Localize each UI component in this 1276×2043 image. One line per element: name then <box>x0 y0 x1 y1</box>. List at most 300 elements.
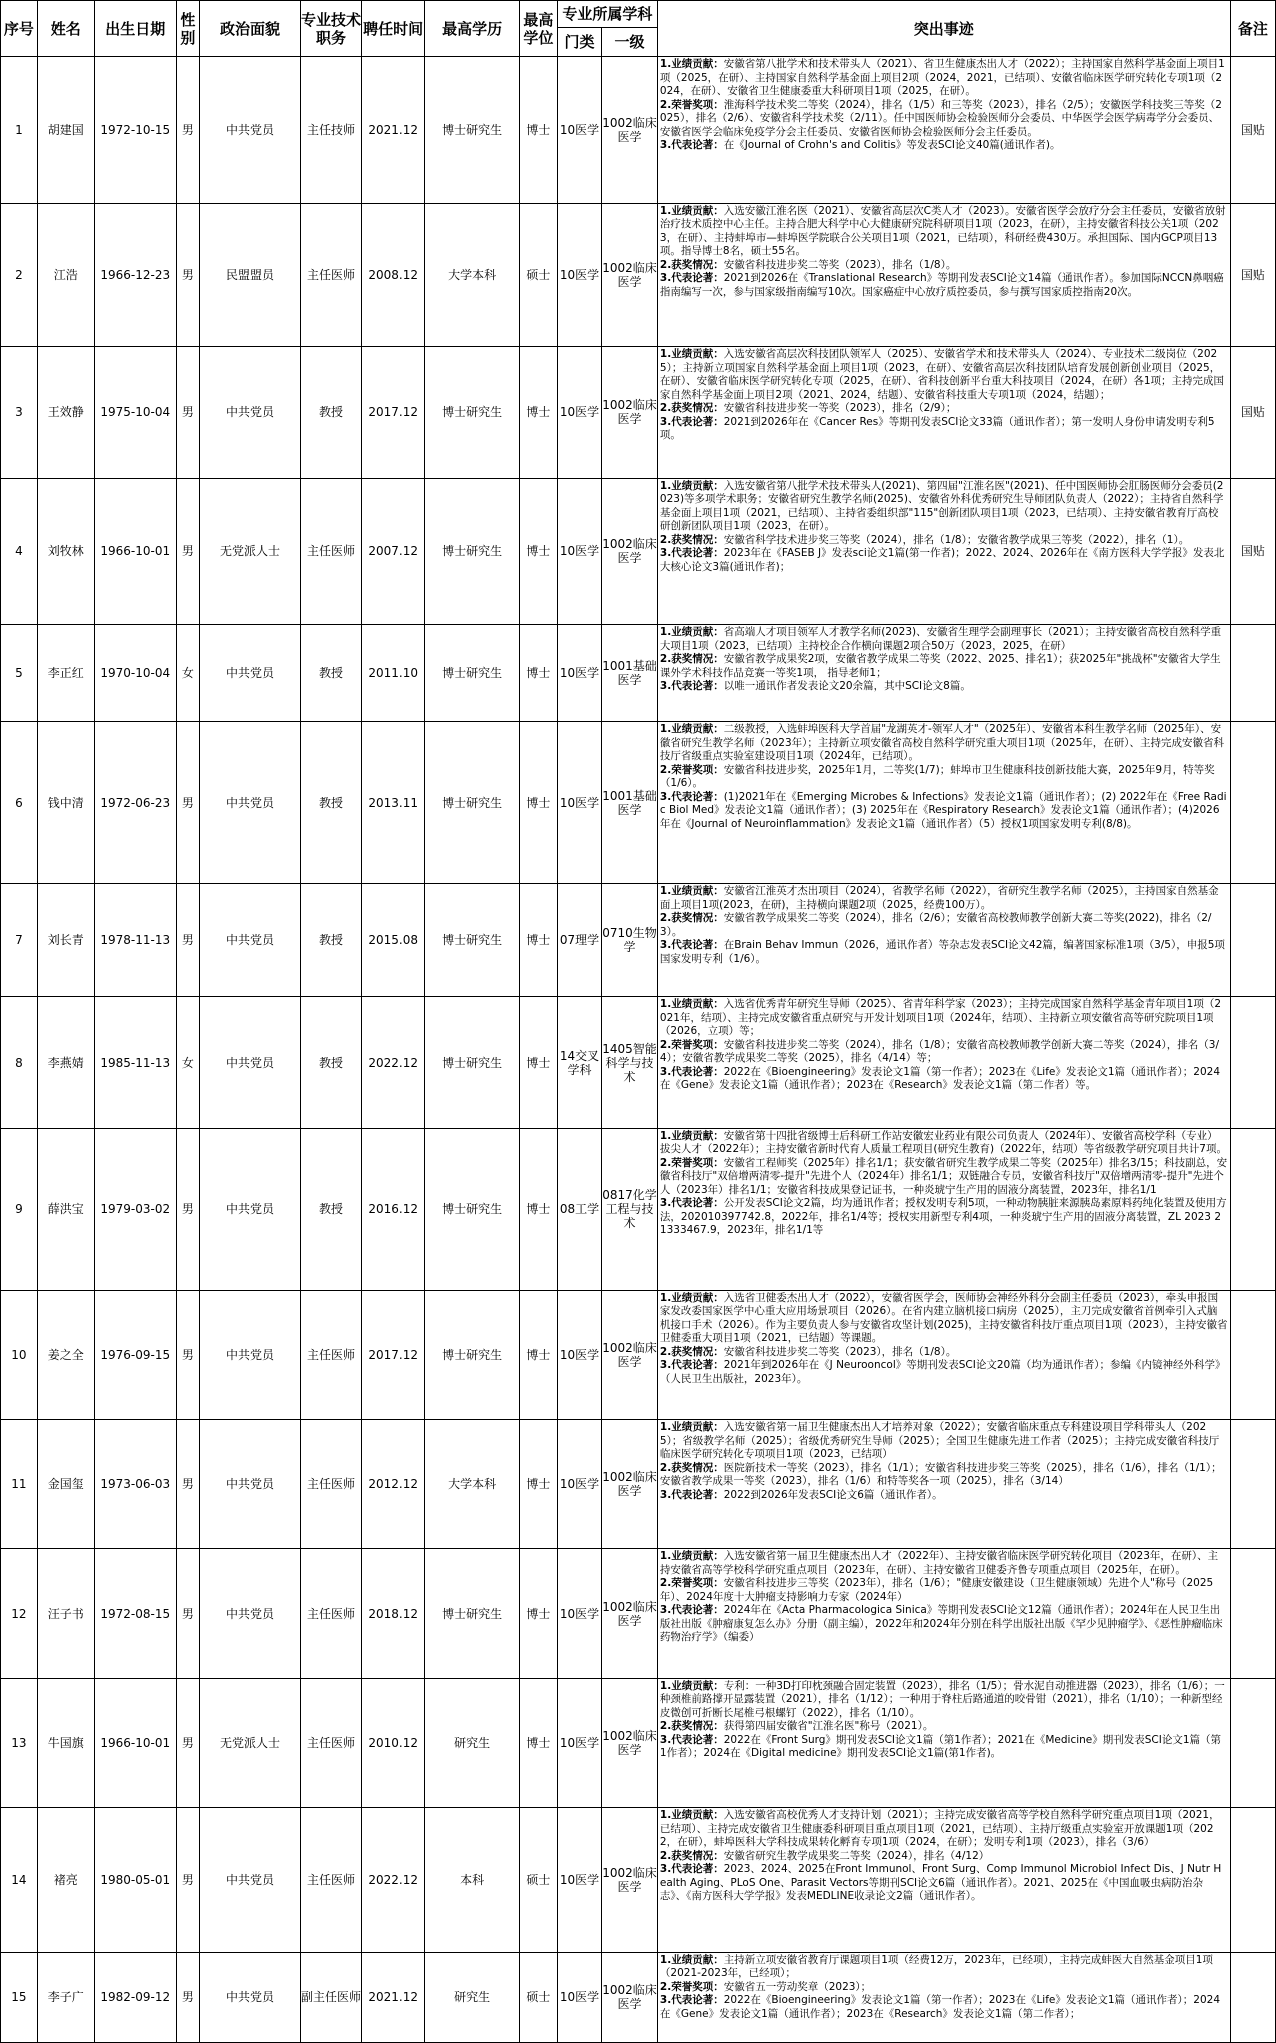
achievements-cell <box>657 1678 1230 1807</box>
achievement-item <box>660 205 1228 259</box>
political-status-cell: 中共党员 <box>199 57 300 204</box>
achievement-text: 专利：一种3D打印枕颈融合固定装置（2023），排名（1/5）；骨水泥自动推进器（2023），排名（1/6）；一种颈椎前路撑开显露装置（2021），排名（1/12）；一种用于脊柱后路通道的咬骨钳（2021），排名（1/10）；一种新型经皮微创可折断长尾椎弓根螺钉（2022），排名（1/10）。 <box>659 1679 1225 1719</box>
discipline-first-level-cell: 0710生物学 <box>602 884 658 997</box>
achievement-label: 1.业绩贡献： <box>659 1421 724 1433</box>
achievement-label: 3.代表论著： <box>659 680 724 693</box>
professional-title-cell: 副主任医师 <box>301 1952 362 2042</box>
birth-date-cell: 1976-09-15 <box>94 1290 176 1419</box>
discipline-first-level-cell: 1002临床医学 <box>602 1420 658 1549</box>
achievement-item <box>660 1994 1228 2021</box>
person-name-cell: 牛国旗 <box>37 1678 94 1807</box>
achievement-text: 入选安徽江淮名医（2021）、安徽省高层次C类人才（2023）。安徽省医学会放疗分会主任委员，安徽省放射治疗技术质控中心主任。主持合肥大科学中心大健康研究院科研项目1项（2023，在研），主持安徽省科技公关1项（2023，在研）、主持蚌埠市—蚌埠医学院联合公关项目1项（2021，已结项），科研经费430万。承担国际、国内GCP项目13项。指导博士8名，硕士55名。 <box>659 204 1226 258</box>
achievement-item <box>660 1359 1228 1386</box>
achievement-text: 医院新技术一等奖（2023），排名（1/1）；安徽省科技进步奖三等奖（2025），排名（1/6），排名（1/1）；安徽省教学成果一等奖（2023），排名（1/6）和特等奖各一项（2025），排名（3/14） <box>659 1461 1222 1487</box>
gender-cell: 男 <box>176 1549 199 1678</box>
achievements-cell <box>657 1549 1230 1678</box>
achievement-label: 3.代表论著： <box>659 1994 724 2007</box>
achievements-cell <box>657 625 1230 722</box>
appointment-date-cell: 2010.12 <box>362 1678 425 1807</box>
achievement-label: 2.获奖情况： <box>659 402 724 415</box>
birth-date-cell: 1980-05-01 <box>94 1808 176 1953</box>
achievement-item <box>660 1954 1228 1981</box>
highest-degree-cell: 博士 <box>519 884 557 997</box>
person-name-cell: 刘牧林 <box>37 478 94 625</box>
person-name-cell: 王效静 <box>37 347 94 478</box>
political-status-cell: 中共党员 <box>199 1549 300 1678</box>
political-status-cell: 中共党员 <box>199 1290 300 1419</box>
table-row <box>1 884 1276 997</box>
header-no: 序号 <box>1 1 38 57</box>
achievement-item <box>660 1680 1228 1721</box>
gender-cell: 男 <box>176 1808 199 1953</box>
achievement-text: 在Brain Behav Immun（2026，通讯作者）等杂志发表SCI论文42篇，编著国家标准1项（3/5），申报5项国家发明专利（1/6）。 <box>659 939 1225 965</box>
highest-education-cell: 博士研究生 <box>425 625 520 722</box>
achievement-text: 安徽省科技进步奖二等奖（2024），排名（1/8）；安徽省高校教师教学创新大赛二等奖（2024），排名（3/4）；安徽省教学成果奖二等奖（2025），排名（4/14）等； <box>659 1038 1220 1065</box>
gender-cell: 女 <box>176 625 199 722</box>
political-status-cell: 无党派人士 <box>199 478 300 625</box>
achievement-text: 安徽省第十四批省级博士后科研工作站安徽宏业药业有限公司负责人（2024年）、安徽省高校学科（专业）拔尖人才（2022年）；主持安徽省新时代育人质量工程项目(研究生教育)（2022年，结项）等省级教学研究项目共计7项。 <box>659 1129 1227 1156</box>
row-number-cell: 2 <box>1 203 38 347</box>
achievement-item <box>660 272 1228 299</box>
discipline-category-cell: 10医学 <box>557 1808 601 1953</box>
row-number-cell: 4 <box>1 478 38 625</box>
birth-date-cell: 1975-10-04 <box>94 347 176 478</box>
birth-date-cell: 1973-06-03 <box>94 1420 176 1549</box>
remark-cell: 国贴 <box>1230 57 1275 204</box>
appointment-date-cell: 2021.12 <box>362 1952 425 2042</box>
highest-degree-cell: 硕士 <box>519 203 557 347</box>
highest-education-cell: 博士研究生 <box>425 1290 520 1419</box>
appointment-date-cell: 2022.12 <box>362 1808 425 1953</box>
achievement-item <box>660 534 1228 548</box>
achievement-label: 3.代表论著： <box>659 1197 724 1210</box>
achievement-item <box>660 885 1228 912</box>
achievement-label: 3.代表论著： <box>659 790 724 803</box>
achievement-text: 安徽省研究生教学成果奖二等奖（2024），排名（4/12） <box>723 1849 990 1862</box>
discipline-category-cell: 07理学 <box>557 884 601 997</box>
discipline-first-level-cell: 1002临床医学 <box>602 1290 658 1419</box>
achievement-text: 淮海科学技术奖二等奖（2024），排名（1/5）和三等奖（2023），排名（2/5）；安徽医学科技奖三等奖（2025），排名（2/6）、安徽省科学技术奖（2/11）。任中国医师协会检验医师分会委员、中华医学会医学病毒学分会委员、安徽省医学会临床免疫学分会主任委员、安徽省医师协会检验医师分会主任委员。 <box>659 98 1222 138</box>
discipline-category-cell: 10医学 <box>557 1549 601 1678</box>
achievement-item <box>660 99 1228 140</box>
remark-cell <box>1230 1290 1275 1419</box>
achievement-label: 3.代表论著： <box>659 139 724 151</box>
table-row <box>1 722 1276 884</box>
highest-education-cell: 博士研究生 <box>425 347 520 478</box>
discipline-first-level-cell: 1405智能科学与技术 <box>602 997 658 1128</box>
remark-cell <box>1230 1549 1275 1678</box>
professional-title-cell: 主任医师 <box>301 478 362 625</box>
political-status-cell: 中共党员 <box>199 1808 300 1953</box>
header-birth: 出生日期 <box>94 1 176 57</box>
achievement-item <box>660 1292 1228 1346</box>
discipline-first-level-cell: 1002临床医学 <box>602 347 658 478</box>
achievement-text: 安徽省第八批学术和技术带头人（2021）、省卫生健康杰出人才（2022）；主持国家自然科学基金面上项目1项（2025，在研）、主持国家自然科学基金面上项目2项（2024，2021，已结项）、安徽省临床医学研究转化专项1项（2024，在研）、安徽省卫生健康委重大科研项目1项（2025，在研）。 <box>659 58 1225 97</box>
remark-cell <box>1230 1808 1275 1953</box>
table-row <box>1 1952 1276 2042</box>
achievement-text: 公开发表SCI论文2篇，均为通讯作者；授权发明专利5项，一种动物胰脏来源胰岛素原料药纯化装置及使用方法，202010397742.8，2022年，排名1/4等；授权实用新型专利4项，一种炎琥宁生产用的固液分离装置，ZL 2023 2 1333467.9，2023年，排名1/1等 <box>659 1197 1227 1237</box>
achievement-text: 2021年到2026年在《J Neurooncol》等期刊发表SCI论文20篇（均为通讯作者）；参编《内镜神经外科学》（人民卫生出版社，2023年）。 <box>659 1359 1226 1385</box>
table-row <box>1 1128 1276 1290</box>
achievement-item <box>660 1720 1228 1734</box>
achievement-item <box>660 939 1228 966</box>
achievement-text: 安徽省工程师奖（2025年）排名1/1；获安徽省研究生教学成果二等奖（2025年）排名3/15；科技副总，安徽省科技厅"双倍增两清零-提升"先进个人（2024年）排名1/1；双链融合专员，安徽省科技厅"双倍增两清零-提升"先进个人（2023年）排名1/1；安徽省科技成果登记证书，一种炎琥宁生产用的固液分离装置，2023年，排名1/1 <box>659 1156 1228 1196</box>
highest-degree-cell: 博士 <box>519 347 557 478</box>
highest-education-cell: 大学本科 <box>425 1420 520 1549</box>
highest-education-cell: 本科 <box>425 1808 520 1953</box>
row-number-cell: 6 <box>1 722 38 884</box>
discipline-category-cell: 10医学 <box>557 722 601 884</box>
achievement-text: 2024年在《Acta Pharmacologica Sinica》等期刊发表SCI论文12篇（通讯作者）；2024年在人民卫生出版社出版《肿瘤康复怎么办》分册（副主编），2022年和2024年分别在科学出版社出版《罕少见肿瘤学》、《恶性肿瘤临床药物治疗学》（编委） <box>659 1604 1223 1644</box>
remark-cell <box>1230 1420 1275 1549</box>
gender-cell: 男 <box>176 1128 199 1290</box>
discipline-category-cell: 10医学 <box>557 625 601 722</box>
table-row <box>1 1290 1276 1419</box>
achievement-label: 1.业绩贡献： <box>659 1679 724 1692</box>
achievement-text: 入选安徽省高校优秀人才支持计划（2021）；主持完成安徽省高等学校自然科学研究重点项目1项（2021，已结项）、主持完成安徽省卫生健康委科研项目重点项目1项（2021，已结项）、主持厅级重点实验室开放课题1项（2022，在研），蚌埠医科大学科技成果转化孵育专项1项（2024，在研）；发明专利1项（2023），排名（3/6） <box>659 1809 1220 1849</box>
table-row <box>1 997 1276 1128</box>
achievement-label: 3.代表论著： <box>659 1359 724 1372</box>
highest-education-cell: 大学本科 <box>425 203 520 347</box>
achievements-cell <box>657 1952 1230 2042</box>
achievement-item <box>660 402 1228 416</box>
achievement-item <box>660 1346 1228 1360</box>
appointment-date-cell: 2015.08 <box>362 884 425 997</box>
person-name-cell: 李燕婧 <box>37 997 94 1128</box>
achievement-item <box>660 998 1228 1039</box>
achievement-label: 2.获奖情况： <box>659 258 724 271</box>
achievement-text: 安徽省科学技术进步奖三等奖（2024），排名（1/8）；安徽省教学成果三等奖（2022），排名（1）。 <box>723 533 1190 546</box>
achievements-cell <box>657 478 1230 625</box>
header-degree: 最高学位 <box>519 1 557 57</box>
professional-title-cell: 主任技师 <box>301 57 362 204</box>
highest-education-cell: 研究生 <box>425 1952 520 2042</box>
remark-cell <box>1230 1952 1275 2042</box>
achievement-text: 安徽省科技进步奖，2025年1月，二等奖(1/7)；蚌埠市卫生健康科技创新技能大赛，2025年9月，特等奖（1/6）。 <box>659 763 1215 790</box>
highest-degree-cell: 博士 <box>519 57 557 204</box>
achievement-label: 1.业绩贡献： <box>659 1809 724 1822</box>
achievement-label: 3.代表论著： <box>659 1863 724 1876</box>
person-name-cell: 薛洪宝 <box>37 1128 94 1290</box>
achievements-cell <box>657 1808 1230 1953</box>
achievement-label: 1.业绩贡献： <box>659 1129 724 1142</box>
achievement-item <box>660 1850 1228 1864</box>
row-number-cell: 12 <box>1 1549 38 1678</box>
birth-date-cell: 1985-11-13 <box>94 997 176 1128</box>
achievement-item <box>660 416 1228 443</box>
achievement-text: 2021到2026在《Translational Research》等期刊发表SCI论文14篇（通讯作者）。参加国际NCCN鼻咽癌指南编写一次，参与国家级指南编写10次。国家癌症中心放疗质控委员，参与撰写国家质控指南20次。 <box>659 272 1224 298</box>
achievement-label: 1.业绩贡献： <box>659 58 724 70</box>
achievement-text: 入选省优秀青年研究生导师（2025）、省青年科学家（2023）；主持完成国家自然科学基金青年项目1项（2021年，结项）、主持完成安徽省重点研究与开发计划项目1项（2024年，结项）、主持新立项安徽省高等研究院项目1项（2026，立项）等； <box>659 998 1222 1038</box>
discipline-first-level-cell: 1001基础医学 <box>602 625 658 722</box>
gender-cell: 男 <box>176 1678 199 1807</box>
professional-title-cell: 主任医师 <box>301 1549 362 1678</box>
achievement-item <box>660 680 1228 694</box>
discipline-category-cell: 14交叉学科 <box>557 997 601 1128</box>
achievement-text: 入选省卫健委杰出人才（2022），安徽省医学会，医师协会神经外科分会副主任委员（2023），牵头申报国家发改委国家医学中心重大应用场景项目（2026）。在省内建立脑机接口病房（2025），主刀完成安徽省首例牵引入式脑机接口手术（2026）。作为主要负责人参与安徽省攻坚计划(2025)，主持安徽省科技厅重点项目1项（2023），主持安徽省卫健委重大项目1项（2021，已结题）等课题。 <box>659 1291 1228 1345</box>
achievement-text: 安徽省科技进步奖一等奖（2023），排名（2/9）； <box>723 402 957 415</box>
person-name-cell: 金国玺 <box>37 1420 94 1549</box>
person-name-cell: 钱中清 <box>37 722 94 884</box>
achievements-cell <box>657 57 1230 204</box>
achievement-item <box>660 626 1228 653</box>
achievement-text: (1)2021年在《Emerging Microbes & Infections》发表论文1篇（通讯作者）；(2) 2022年在《Free Radic Biol Med》发表论文1篇（通讯作者）；(3) 2025年在《Respiratory Research》发表论文1篇（通讯作者）；(4)2026年在《Journal of Neuroinflammation》发表论文1篇（通讯作者）（5）授权1项国家发明专利(8/8)。 <box>659 790 1227 830</box>
table-row <box>1 625 1276 722</box>
achievement-text: 入选安徽省第八批学术技术带头人(2021)、第四届"江淮名医"(2021)、任中国医师协会肛肠医师分会委员(2023)等多项学术职务；安徽省研究生教学名师(2025)、安徽省外科优秀研究生导师团队负责人（2022）；主持省自然科学基金面上项目1项（2021，已结项）、主持省委组织部"115"创新团队项目1项（2023，已结项）、主持安徽省教育厅高校研创新团队项目1项（2023，在研）。 <box>659 479 1224 533</box>
achievement-text: 入选安徽省高层次科技团队领军人（2025）、安徽省学术和技术带头人（2024）、专业技术二级岗位（2025）；主持新立项国家自然科学基金面上项目1项（2023，在研）、安徽省高层次科技团队培育发展创新创业项目（2025，在研）、安徽省临床医学研究转化专项（2025，在研）、省科技创新平台重大科技项目（2024，在研）各1项；主持完成国家自然科学基金面上项目2项（2021、2024，结题）、安徽省科技重大专项1项（2024，结题）； <box>659 348 1225 401</box>
gender-cell: 男 <box>176 1952 199 2042</box>
discipline-category-cell: 10医学 <box>557 57 601 204</box>
professional-title-cell: 主任医师 <box>301 203 362 347</box>
political-status-cell: 民盟盟员 <box>199 203 300 347</box>
highest-education-cell: 博士研究生 <box>425 1549 520 1678</box>
table-row <box>1 57 1276 204</box>
header-discipline: 专业所属学科 <box>557 1 657 28</box>
row-number-cell: 9 <box>1 1128 38 1290</box>
discipline-first-level-cell: 0817化学工程与技术 <box>602 1128 658 1290</box>
discipline-category-cell: 10医学 <box>557 1290 601 1419</box>
achievement-text: 安徽省科技进步三等奖（2023年），排名（1/6）；"健康安徽建设（卫生健康领域）先进个人"称号（2025年）、2024年度十大肿瘤支持影响力专家（2024年） <box>659 1577 1214 1603</box>
achievement-item <box>660 764 1228 791</box>
achievement-item <box>660 1550 1228 1577</box>
political-status-cell: 中共党员 <box>199 625 300 722</box>
header-title: 专业技术职务 <box>301 1 362 57</box>
achievement-text: 2023年在《FASEB J》发表sci论文1篇(第一作者)；2022、2024、2026年在《南方医科大学学报》发表北大核心论文3篇(通讯作者)； <box>659 547 1225 573</box>
achievement-label: 3.代表论著： <box>659 1065 724 1078</box>
appointment-date-cell: 2017.12 <box>362 347 425 478</box>
achievement-text: 以唯一通讯作者发表论文20余篇，其中SCI论文8篇。 <box>723 680 971 693</box>
achievement-label: 3.代表论著： <box>659 415 724 428</box>
political-status-cell: 中共党员 <box>199 1952 300 2042</box>
achievement-label: 2.荣誉奖项： <box>659 763 724 776</box>
highest-degree-cell: 博士 <box>519 1420 557 1549</box>
achievement-label: 2.荣誉奖项： <box>659 1577 724 1590</box>
achievement-label: 2.获奖情况： <box>659 1720 724 1733</box>
header-party: 政治面貌 <box>199 1 300 57</box>
birth-date-cell: 1966-12-23 <box>94 203 176 347</box>
achievements-cell <box>657 1290 1230 1419</box>
birth-date-cell: 1970-10-04 <box>94 625 176 722</box>
birth-date-cell: 1972-06-23 <box>94 722 176 884</box>
achievement-text: 安徽省教学成果奖2项，安徽省教学成果二等奖（2022、2025、排名1）；获2025年"挑战杯"安徽省大学生课外学术科技作品竞赛一等奖1项， 指导老师1； <box>659 653 1221 679</box>
achievement-item <box>660 1157 1228 1198</box>
political-status-cell: 中共党员 <box>199 722 300 884</box>
achievement-text: 获得第四届安徽省"江淮名医"称号（2021）。 <box>723 1720 934 1733</box>
discipline-category-cell: 10医学 <box>557 203 601 347</box>
birth-date-cell: 1972-10-15 <box>94 57 176 204</box>
achievement-label: 1.业绩贡献： <box>659 1291 724 1304</box>
appointment-date-cell: 2007.12 <box>362 478 425 625</box>
discipline-first-level-cell: 1002临床医学 <box>602 478 658 625</box>
appointment-date-cell: 2017.12 <box>362 1290 425 1419</box>
achievement-item <box>660 1489 1228 1503</box>
political-status-cell: 无党派人士 <box>199 1678 300 1807</box>
discipline-category-cell: 10医学 <box>557 1420 601 1549</box>
professional-title-cell: 教授 <box>301 997 362 1128</box>
achievement-label: 2.荣誉奖项： <box>659 1038 724 1051</box>
person-name-cell: 李正红 <box>37 625 94 722</box>
achievement-label: 3.代表论著： <box>659 272 724 285</box>
achievement-text: 2022在《Front Surg》期刊发表SCI论文1篇（第1作者）；2021在《Medicine》期刊发表SCI论文1篇（第1作者）；2024在《Digital medicine》期刊发表SCI论文1篇(第1作者)。 <box>659 1733 1222 1760</box>
achievement-item <box>660 139 1228 153</box>
achievement-text: 二级教授，入选蚌埠医科大学首届"龙湖英才-领军人才"（2025年）、安徽省本科生教学名师（2025年）、安徽省研究生教学名师（2023年）；主持新立项安徽省高校自然科学研究重大项目1项（2025年，在研）、主持完成安徽省科技厅省级重点实验室建设项目1项（2024年，已结项）。 <box>659 723 1225 763</box>
achievement-item <box>660 547 1228 574</box>
header-category: 门类 <box>557 28 601 57</box>
discipline-first-level-cell: 1002临床医学 <box>602 203 658 347</box>
birth-date-cell: 1966-10-01 <box>94 1678 176 1807</box>
person-name-cell: 江浩 <box>37 203 94 347</box>
achievement-item <box>660 1421 1228 1462</box>
achievement-label: 1.业绩贡献： <box>659 626 724 639</box>
header-name: 姓名 <box>37 1 94 57</box>
achievement-item <box>660 1604 1228 1645</box>
achievement-text: 安徽省江淮英才杰出项目（2024），省教学名师（2022），省研究生教学名师（2025），主持国家自然基金面上项目1项(2023，在研)，主持横向课题2项（2025，经费100万）。 <box>659 885 1219 911</box>
appointment-date-cell: 2022.12 <box>362 997 425 1128</box>
achievement-item <box>660 58 1228 99</box>
row-number-cell: 13 <box>1 1678 38 1807</box>
gender-cell: 男 <box>176 347 199 478</box>
achievement-item <box>660 1066 1228 1093</box>
achievement-text: 2023、2024、2025在Front Immunol、Front Surg、Comp Immunol Microbiol Infect Dis、J Nutr Health Aging、PLoS One、Parasit Vectors等期刊SCI论文6篇（通讯作者）。2021、2025在《中国血吸虫病防治杂志》、《南方医科大学学报》发表MEDLINE收录论文2篇（通讯作者）。 <box>659 1863 1222 1903</box>
achievement-item <box>660 480 1228 534</box>
appointment-date-cell: 2008.12 <box>362 203 425 347</box>
achievements-cell <box>657 884 1230 997</box>
row-number-cell: 14 <box>1 1808 38 1953</box>
professional-title-cell: 教授 <box>301 625 362 722</box>
achievements-cell <box>657 203 1230 347</box>
discipline-first-level-cell: 1001基础医学 <box>602 722 658 884</box>
achievement-item <box>660 912 1228 939</box>
achievement-text: 安徽省五一劳动奖章（2023）； <box>723 1980 872 1993</box>
appointment-date-cell: 2012.12 <box>362 1420 425 1549</box>
achievement-label: 2.获奖情况： <box>659 1849 724 1862</box>
remark-cell: 国贴 <box>1230 203 1275 347</box>
appointment-date-cell: 2011.10 <box>362 625 425 722</box>
professional-title-cell: 教授 <box>301 884 362 997</box>
achievement-label: 2.荣誉奖项： <box>659 1156 724 1169</box>
achievement-label: 2.获奖情况： <box>659 1345 724 1358</box>
header-remark: 备注 <box>1230 1 1275 57</box>
achievements-cell <box>657 997 1230 1128</box>
header-edu: 最高学历 <box>425 1 520 57</box>
remark-cell: 国贴 <box>1230 347 1275 478</box>
table-row <box>1 203 1276 347</box>
achievement-item <box>660 1039 1228 1066</box>
achievement-label: 2.获奖情况： <box>659 1461 724 1474</box>
table-row <box>1 478 1276 625</box>
discipline-category-cell: 10医学 <box>557 1678 601 1807</box>
achievement-label: 1.业绩贡献： <box>659 998 724 1011</box>
highest-degree-cell: 博士 <box>519 478 557 625</box>
row-number-cell: 10 <box>1 1290 38 1419</box>
achievement-item <box>660 723 1228 764</box>
gender-cell: 男 <box>176 478 199 625</box>
achievement-label: 1.业绩贡献： <box>659 348 724 361</box>
achievement-item <box>660 1981 1228 1995</box>
discipline-category-cell: 10医学 <box>557 1952 601 2042</box>
achievement-label: 2.获奖情况： <box>659 653 724 666</box>
appointment-date-cell: 2016.12 <box>362 1128 425 1290</box>
achievement-item <box>660 1462 1228 1489</box>
discipline-first-level-cell: 1002临床医学 <box>602 1952 658 2042</box>
header-gender: 性别 <box>176 1 199 57</box>
achievement-label: 3.代表论著： <box>659 547 724 560</box>
achievement-label: 1.业绩贡献： <box>659 723 724 736</box>
row-number-cell: 11 <box>1 1420 38 1549</box>
gender-cell: 男 <box>176 203 199 347</box>
achievement-item <box>660 1863 1228 1904</box>
gender-cell: 男 <box>176 722 199 884</box>
achievement-label: 3.代表论著： <box>659 1733 724 1746</box>
highest-degree-cell: 博士 <box>519 1549 557 1678</box>
table-row <box>1 1808 1276 1953</box>
highest-degree-cell: 博士 <box>519 625 557 722</box>
highest-education-cell: 研究生 <box>425 1678 520 1807</box>
birth-date-cell: 1982-09-12 <box>94 1952 176 2042</box>
achievement-text: 安徽省科技进步奖二等奖（2023），排名（1/8）。 <box>723 258 957 271</box>
professional-title-cell: 教授 <box>301 722 362 884</box>
achievements-cell <box>657 722 1230 884</box>
table-row <box>1 1420 1276 1549</box>
row-number-cell: 7 <box>1 884 38 997</box>
achievement-label: 2.获奖情况： <box>659 912 724 925</box>
remark-cell <box>1230 884 1275 997</box>
highest-education-cell: 博士研究生 <box>425 722 520 884</box>
highest-degree-cell: 博士 <box>519 1678 557 1807</box>
remark-cell <box>1230 1128 1275 1290</box>
achievements-cell <box>657 347 1230 478</box>
remark-cell <box>1230 997 1275 1128</box>
achievements-cell <box>657 1420 1230 1549</box>
person-name-cell: 李子广 <box>37 1952 94 2042</box>
achievement-text: 2022在《Bioengineering》发表论文1篇（第一作者）；2023在《Life》发表论文1篇（通讯作者）；2024在《Gene》发表论文1篇（通讯作者）；2023在《Research》发表论文1篇（第二作者）等。 <box>659 1065 1221 1092</box>
discipline-first-level-cell: 1002临床医学 <box>602 57 658 204</box>
achievement-text: 入选安徽省第一届卫生健康杰出人才（2022年）、主持安徽省临床医学研究转化项目（2023年，在研）、主持安徽省高等学校科学研究重点项目（2023年，在研）、主持安徽省卫健委齐鲁专项重点项目（2025年，在研）。 <box>659 1550 1219 1576</box>
person-name-cell: 褚亮 <box>37 1808 94 1953</box>
achievement-text: 在《Journal of Crohn's and Colitis》等发表SCI论文40篇(通讯作者)。 <box>723 139 1061 151</box>
table-row <box>1 347 1276 478</box>
professional-title-cell: 主任医师 <box>301 1678 362 1807</box>
header-achievements: 突出事迹 <box>657 1 1230 57</box>
achievement-text: 安徽省科技进步奖二等奖（2023），排名（1/8）。 <box>723 1345 957 1358</box>
highest-education-cell: 博士研究生 <box>425 57 520 204</box>
professional-title-cell: 主任医师 <box>301 1290 362 1419</box>
gender-cell: 男 <box>176 1420 199 1549</box>
header-first-level: 一级 <box>602 28 658 57</box>
discipline-category-cell: 08工学 <box>557 1128 601 1290</box>
discipline-first-level-cell: 1002临床医学 <box>602 1808 658 1953</box>
achievement-text: 2022到2026年发表SCI论文6篇（通讯作者）。 <box>723 1488 943 1501</box>
discipline-category-cell: 10医学 <box>557 478 601 625</box>
header-appoint: 聘任时间 <box>362 1 425 57</box>
political-status-cell: 中共党员 <box>199 884 300 997</box>
achievement-item <box>660 1577 1228 1604</box>
birth-date-cell: 1966-10-01 <box>94 478 176 625</box>
table-row <box>1 1549 1276 1678</box>
gender-cell: 男 <box>176 57 199 204</box>
achievement-item <box>660 1809 1228 1850</box>
highest-education-cell: 博士研究生 <box>425 884 520 997</box>
achievement-item <box>660 791 1228 832</box>
row-number-cell: 5 <box>1 625 38 722</box>
achievement-text: 安徽省教学成果奖二等奖（2024），排名（2/6）；安徽省高校教师教学创新大赛二等奖(2022)，排名（2/3）。 <box>659 912 1212 938</box>
achievement-label: 2.荣誉奖项： <box>659 1980 724 1993</box>
professional-title-cell: 教授 <box>301 1128 362 1290</box>
highest-degree-cell: 博士 <box>519 1290 557 1419</box>
discipline-first-level-cell: 1002临床医学 <box>602 1678 658 1807</box>
gender-cell: 男 <box>176 884 199 997</box>
appointment-date-cell: 2021.12 <box>362 57 425 204</box>
